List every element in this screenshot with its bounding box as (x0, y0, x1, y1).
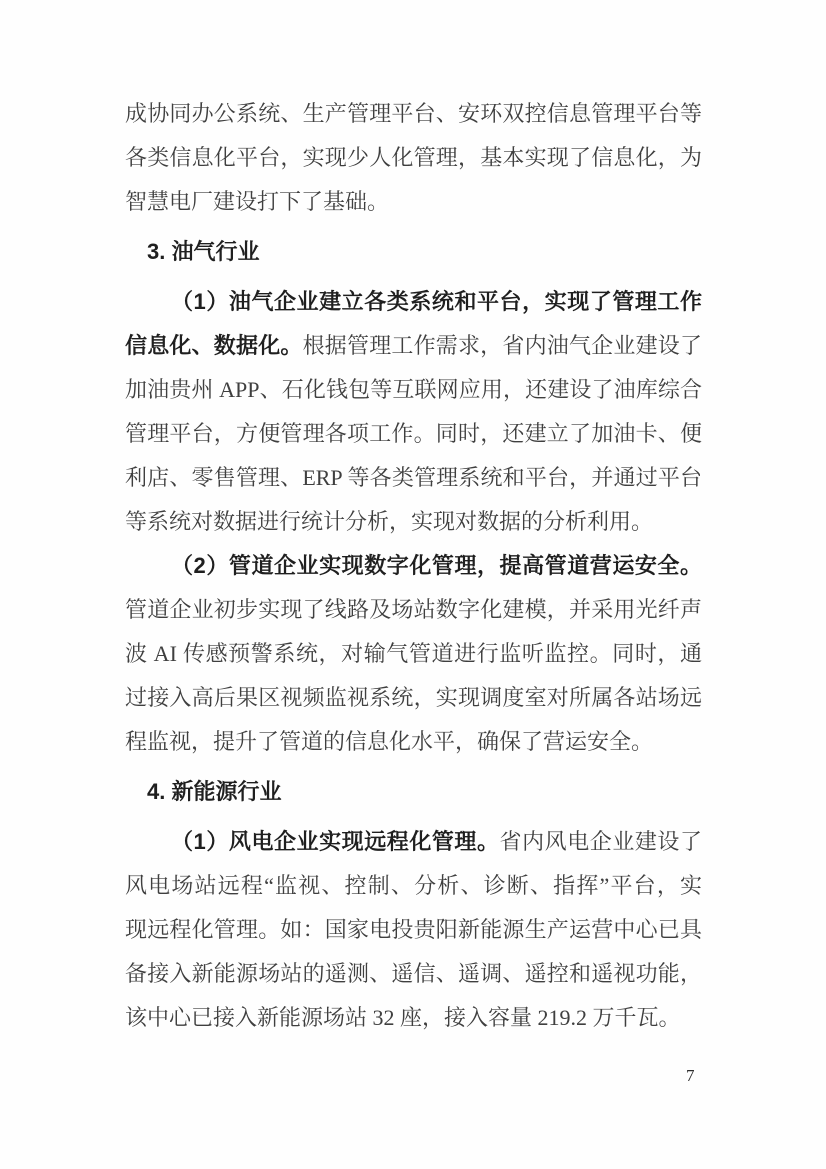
text-line (125, 280, 702, 324)
text-line: 等系统对数据进行统计分析，实现对数据的分析利用。 (125, 509, 654, 534)
text-line: 管道企业初步实现了线路及场站数字化建模，并采用光纤声 (125, 597, 702, 622)
text-line: 各类信息化平台，实现少人化管理，基本实现了信息化，为 (125, 145, 702, 170)
text-line: 备接入新能源场站的遥测、遥信、遥调、遥控和遥视功能， (125, 961, 702, 986)
text-line (125, 324, 702, 368)
text-line: 加油贵州 APP、石化钱包等互联网应用，还建设了油库综合 (125, 377, 702, 402)
text-line: 管理平台，方便管理各项工作。同时，还建立了加油卡、便 (125, 421, 702, 446)
text-line: 风电场站远程“监视、控制、分析、诊断、指挥”平台，实 (125, 873, 702, 898)
text-line: 现远程化管理。如：国家电投贵阳新能源生产运营中心已具 (125, 917, 702, 942)
emphasis-run: （1）风电企业实现远程化管理。 (171, 829, 500, 854)
text-line (125, 544, 702, 588)
section-heading-new-energy: 4. 新能源行业 (147, 779, 282, 804)
text-line: 该中心已接入新能源场站 32 座，接入容量 219.2 万千瓦。 (125, 1005, 681, 1030)
text-line: 利店、零售管理、ERP 等各类管理系统和平台，并通过平台 (125, 465, 702, 490)
emphasis-run: （1）油气企业建立各类系统和平台，实现了管理工作 (171, 289, 702, 314)
text-line: 智慧电厂建设打下了基础。 (125, 189, 390, 214)
page-body (125, 92, 702, 1040)
text-line: 过接入高后果区视频监视系统，实现调度室对所属各站场远 (125, 685, 702, 710)
section-heading-oil-gas: 3. 油气行业 (147, 239, 260, 264)
body-run: 根据管理工作需求，省内油气企业建设了 (302, 333, 702, 358)
page-number: 7 (686, 1066, 695, 1085)
text-line: 程监视，提升了管道的信息化水平，确保了营运安全。 (125, 729, 654, 754)
text-line: 波 AI 传感预警系统，对输气管道进行监听监控。同时，通 (125, 641, 702, 666)
text-line (125, 820, 702, 864)
text-line: 成协同办公系统、生产管理平台、安环双控信息管理平台等 (125, 101, 702, 126)
emphasis-run: 信息化、数据化。 (125, 333, 303, 358)
body-run: 省内风电企业建设了 (499, 829, 702, 854)
emphasis-run: （2）管道企业实现数字化管理，提高管道营运安全。 (171, 553, 702, 578)
